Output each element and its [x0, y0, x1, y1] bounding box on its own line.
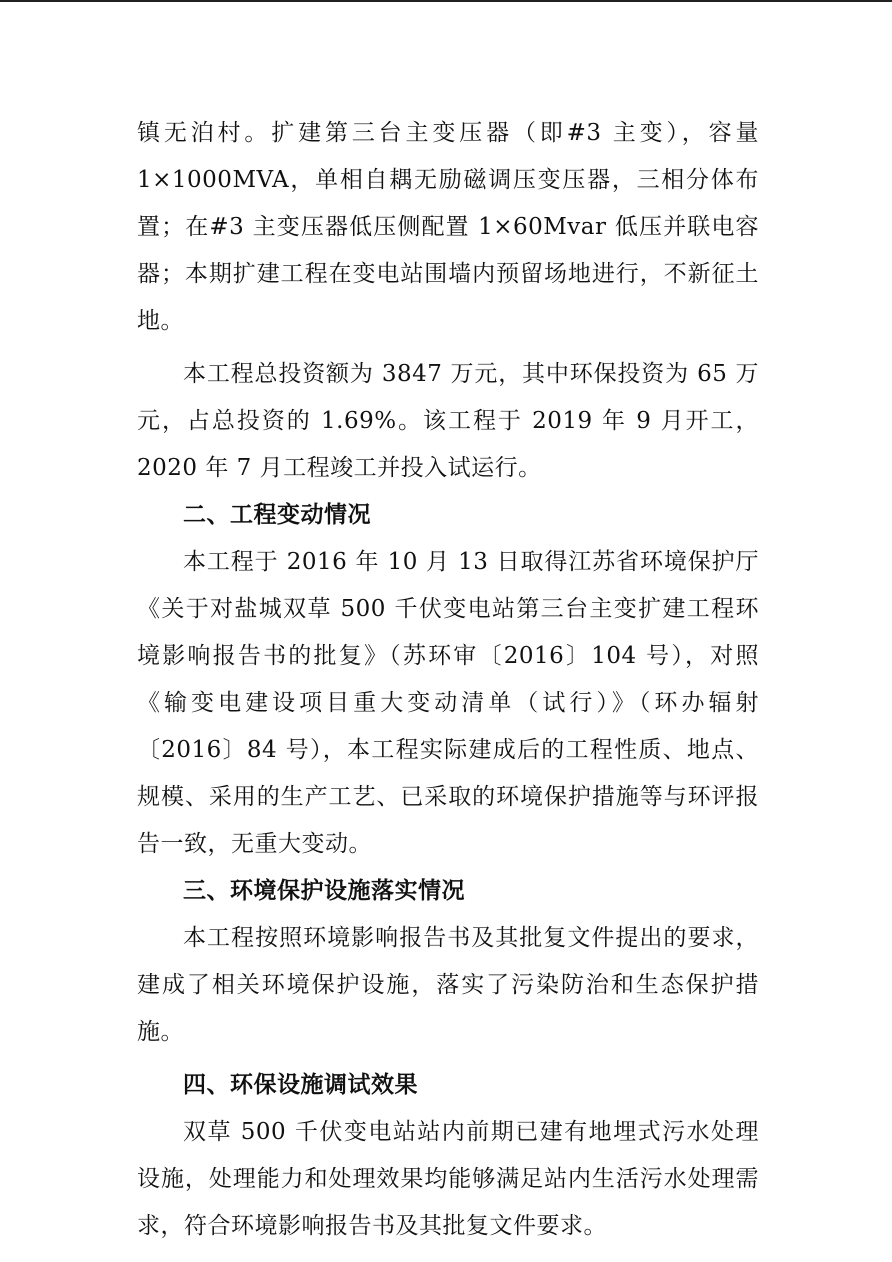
paragraph-investment: 本工程总投资额为 3847 万元，其中环保投资为 65 万元，占总投资的 1.69%。该工程于 2019 年 9 月开工，2020 年 7 月工程竣工并投入试运行。 — [137, 361, 759, 481]
paragraph-effect: 双草 500 千伏变电站站内前期已建有地埋式污水处理设施，处理能力和处理效果均能够满足站内生活污水处理需求，符合环境影响报告书及其批复文件要求。 — [137, 1119, 759, 1239]
section-heading-effect: 四、环保设施调试效果 — [183, 1072, 418, 1098]
section-heading-changes: 二、工程变动情况 — [183, 502, 371, 528]
paragraph-facilities: 本工程按照环境影响报告书及其批复文件提出的要求，建成了相关环境保护设施，落实了污染防治和生态保护措施。 — [137, 925, 759, 1045]
document-body — [137, 110, 759, 1250]
paragraph-project-scope: 镇无泊村。扩建第三台主变压器（即#3 主变），容量1×1000MVA，单相自耦无励磁调压变压器，三相分体布置；在#3 主变压器低压侧配置 1×60Mvar 低压并联电容器；本期扩建工程在变电站围墙内预留场地进行，不新征土地。 — [137, 120, 759, 334]
section-heading-facilities: 三、环境保护设施落实情况 — [183, 878, 465, 904]
paragraph-changes: 本工程于 2016 年 10 月 13 日取得江苏省环境保护厅《关于对盐城双草 500 千伏变电站第三台主变扩建工程环境影响报告书的批复》（苏环审〔2016〕104 号），对照《输变电建设项目重大变动清单（试行）》（环办辐射〔2016〕84 号），本工程实际建成后的工程性质、地点、规模、采用的生产工艺、已采取的环境保护措施等与环评报告一致，无重大变动。 — [137, 549, 759, 857]
